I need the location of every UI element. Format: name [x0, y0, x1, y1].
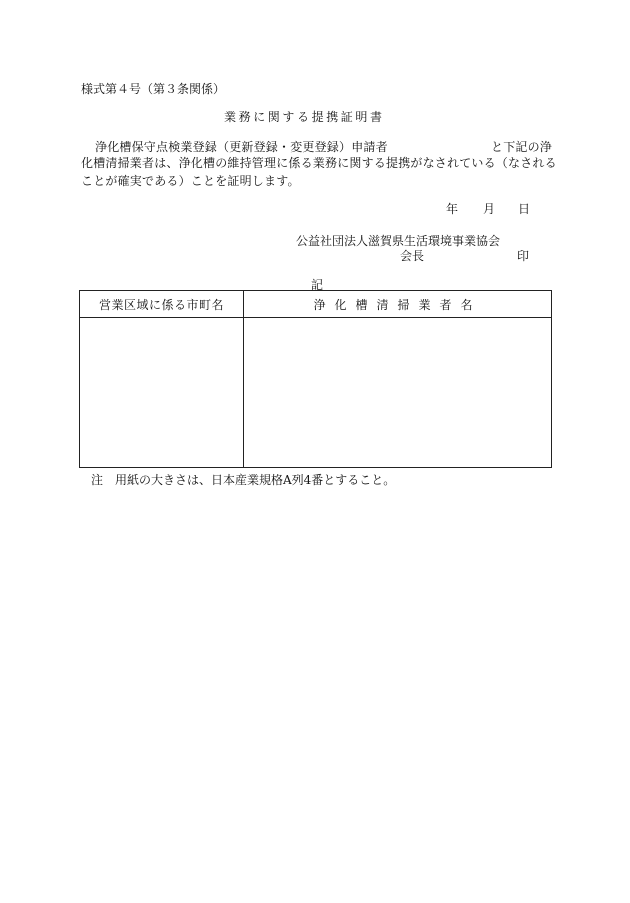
- ki-heading: 記: [311, 278, 324, 292]
- issuer-organization: 公益社団法人滋賀県生活環境事業協会: [296, 234, 501, 248]
- issuer-title: 会長: [400, 249, 425, 263]
- body-line-1-start: 浄化槽保守点検業登録（更新登録・変更登録）申請者: [95, 140, 388, 154]
- municipality-cell[interactable]: [80, 318, 244, 468]
- certification-table: [79, 290, 552, 468]
- contractor-name-cell[interactable]: [244, 318, 552, 468]
- table-header-row: [80, 291, 552, 318]
- body-line-1-end: と下記の浄: [491, 140, 553, 154]
- body-line-2: 化槽清掃業者は、浄化槽の維持管理に係る業務に関する提携がなされている（なされる: [81, 156, 557, 170]
- footnote: 注 用紙の大きさは、日本産業規格A列4番とすること。: [91, 473, 396, 487]
- header-septic-cleaning-contractor: 浄化槽清掃業者名: [244, 291, 552, 318]
- header-business-area-municipality: 営業区域に係る市町名: [80, 291, 244, 318]
- date-day-label: 日: [518, 202, 531, 216]
- table-row: [80, 318, 552, 468]
- seal-mark: 印: [517, 249, 530, 263]
- date-month-label: 月: [483, 202, 496, 216]
- body-line-3: ことが確実である）ことを証明します。: [81, 174, 300, 188]
- form-number: 様式第４号（第３条関係）: [81, 82, 226, 96]
- document-title: 業務に関する提携証明書: [224, 110, 385, 124]
- date-year-label: 年: [446, 202, 459, 216]
